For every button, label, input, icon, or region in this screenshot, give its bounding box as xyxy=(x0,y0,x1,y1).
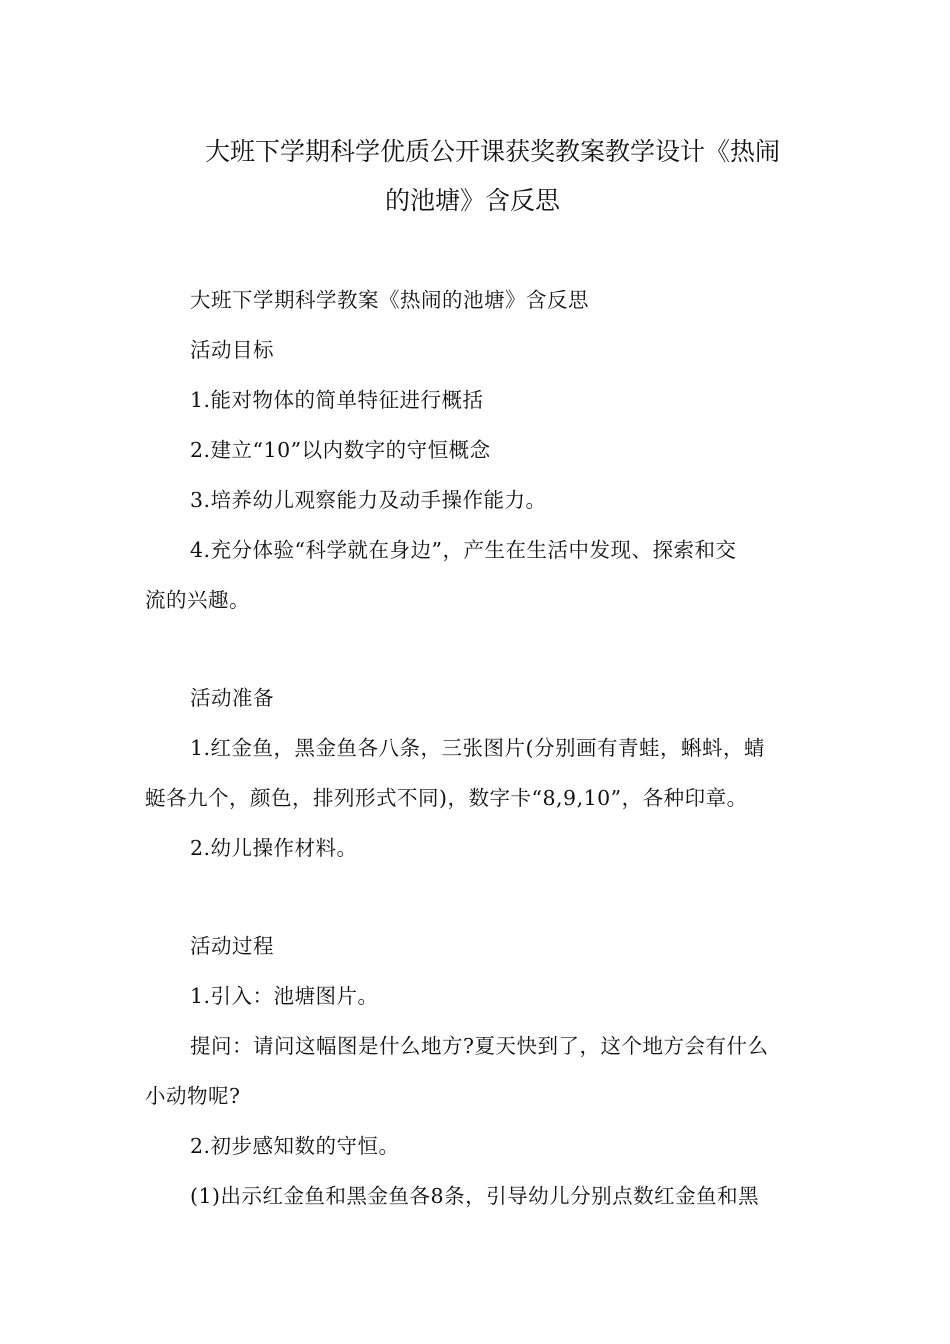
section-heading-preparation: 活动准备 xyxy=(190,686,274,710)
goal-item-4: 4.充分体验“科学就在身边”，产生在生活中发现、探索和交 xyxy=(190,538,737,562)
subtitle-line: 大班下学期科学教案《热闹的池塘》含反思 xyxy=(190,288,589,312)
goal-item-2: 2.建立“10”以内数字的守恒概念 xyxy=(190,438,491,462)
process-question: 提问：请问这幅图是什么地方?夏天快到了，这个地方会有什么 xyxy=(190,1034,769,1058)
preparation-item-1: 1.红金鱼，黑金鱼各八条，三张图片(分别画有青蛙，蝌蚪，蜻 xyxy=(190,736,766,760)
process-step-2-1: (1)出示红金鱼和黑金鱼各8条，引导幼儿分别点数红金鱼和黑 xyxy=(190,1184,760,1208)
process-question-continued: 小动物呢? xyxy=(145,1084,241,1108)
goal-item-3: 3.培养幼儿观察能力及动手操作能力。 xyxy=(190,488,547,512)
document-title-line-1: 大班下学期科学优质公开课获奖教案教学设计《热闹 xyxy=(205,137,781,166)
section-heading-process: 活动过程 xyxy=(190,934,274,958)
preparation-item-2: 2.幼儿操作材料。 xyxy=(190,836,358,860)
process-step-1: 1.引入：池塘图片。 xyxy=(190,984,379,1008)
process-step-2: 2.初步感知数的守恒。 xyxy=(190,1134,400,1158)
document-title-line-2: 的池塘》含反思 xyxy=(385,186,561,215)
section-heading-goals: 活动目标 xyxy=(190,338,274,362)
preparation-item-1-continued: 蜓各九个，颜色，排列形式不同)，数字卡“8,9,10”，各种印章。 xyxy=(145,786,748,810)
goal-item-4-continued: 流的兴趣。 xyxy=(145,588,250,612)
goal-item-1: 1.能对物体的简单特征进行概括 xyxy=(190,388,484,412)
